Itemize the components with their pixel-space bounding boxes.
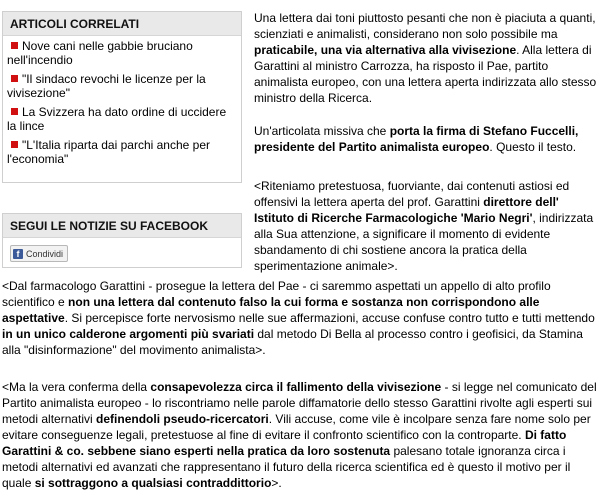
text-run: . Vili accuse, come vile è incolpare senza fare nome solo per evitare conseguenze legali, pretestuose al fine di evitare il confronto scientifico con la controparte. — [2, 412, 591, 442]
related-articles-title: ARTICOLI CORRELATI — [3, 12, 241, 36]
list-item — [7, 72, 237, 100]
bold-text: porta la firma di Stefano Fuccelli, presidente del Partito animalista europeo — [254, 124, 579, 154]
bold-text: in un unico calderone argomenti più svariati — [2, 327, 255, 341]
related-articles-box — [2, 11, 242, 183]
related-article-link[interactable]: "Il sindaco revochi le licenze per la vivisezione" — [7, 72, 206, 100]
text-run: . Questo il testo. — [489, 140, 577, 154]
text-run: >. — [271, 476, 282, 490]
bullet-icon — [11, 108, 18, 115]
bullet-icon — [11, 141, 18, 148]
article-paragraph-3 — [254, 178, 600, 274]
text-run: . Si percepisce forte nervosismo nelle sue affermazioni, accuse confuse contro tutto e tutti mettendo — [64, 311, 595, 325]
text-run: <Riteniamo pretestuosa, fuorviante, dai contenuti astiosi ed offensivi la lettera aperta del prof. Garattini — [254, 179, 570, 209]
text-run: . Alla lettera di Garattini al ministro Carrozza, ha risposto il Pae, partito animalista europeo, con una lettera aperta indirizzata allo stesso ministro della Ricerca. — [254, 43, 597, 105]
bold-text: non una lettera dal contenuto falso la cui forma e sostanza non corrispondono alle aspettative — [2, 295, 540, 325]
text-run: Un'articolata missiva che — [254, 124, 390, 138]
related-article-link[interactable]: La Svizzera ha dato ordine di uccidere la lince — [7, 105, 227, 133]
share-label: Condividi — [26, 248, 64, 259]
article-paragraph-1 — [254, 10, 600, 106]
bold-text: Di fatto Garattini & co. sebbene siano esperti nella pratica da loro sostenuta — [2, 428, 567, 458]
bold-text: praticabile, una via alternativa alla vivisezione — [254, 43, 517, 57]
text-run: palesano totale ignoranza circa i metodi alternativi ed avanzati che rappresentano il futuro della ricerca scientifica ed è questo il motivo per il quale — [2, 444, 571, 490]
facebook-box — [2, 213, 242, 268]
text-run: - si legge nel comunicato del Partito animalista europeo - lo riscontriamo nelle parole diffamatorie dello stesso Garattini rivolte agli esperti sui metodi alternativi — [2, 380, 597, 426]
bold-text: si sottraggono a qualsiasi contraddittorio — [34, 476, 272, 490]
bold-text: direttore dell' Istituto di Ricerche Farmacologiche 'Mario Negri' — [254, 195, 559, 225]
related-articles-list — [3, 36, 241, 166]
text-run: <Ma la vera conferma della — [2, 380, 151, 394]
text-run: , indirizzata alla Sua attenzione, a significare il momento di evidente sbandamento di chi sostiene ancora la pratica della sperimentazione animale>. — [254, 211, 594, 273]
bullet-icon — [11, 75, 18, 82]
text-run: dal metodo Di Bella al processo contro i geofisici, da Stamina alla "disinformazione" del movimento animalista>. — [2, 327, 583, 357]
list-item — [7, 138, 237, 166]
article-paragraph-5 — [2, 379, 600, 491]
text-run: <Dal farmacologo Garattini - prosegue la lettera del Pae - ci saremmo aspettati un appello di alto profilo scientifico e — [2, 279, 551, 309]
article-paragraph-4 — [2, 278, 600, 358]
facebook-title: SEGUI LE NOTIZIE SU FACEBOOK — [3, 214, 241, 238]
text-run: Una lettera dai toni piuttosto pesanti che non è piaciuta a quanti, scienziati e animalisti, considerano non solo possibile ma — [254, 11, 596, 41]
related-article-link[interactable]: "L'Italia riparta dai parchi anche per l'economia" — [7, 138, 210, 166]
article-paragraph-2 — [254, 123, 600, 155]
facebook-icon: f — [13, 249, 23, 259]
list-item — [7, 39, 237, 67]
bold-text: definendoli pseudo-ricercatori — [96, 412, 269, 426]
bold-text: consapevolezza circa il fallimento della vivisezione — [150, 380, 442, 394]
facebook-share-button[interactable] — [10, 245, 68, 262]
bullet-icon — [11, 42, 18, 49]
list-item — [7, 105, 237, 133]
related-article-link[interactable]: Nove cani nelle gabbie bruciano nell'incendio — [7, 39, 193, 67]
